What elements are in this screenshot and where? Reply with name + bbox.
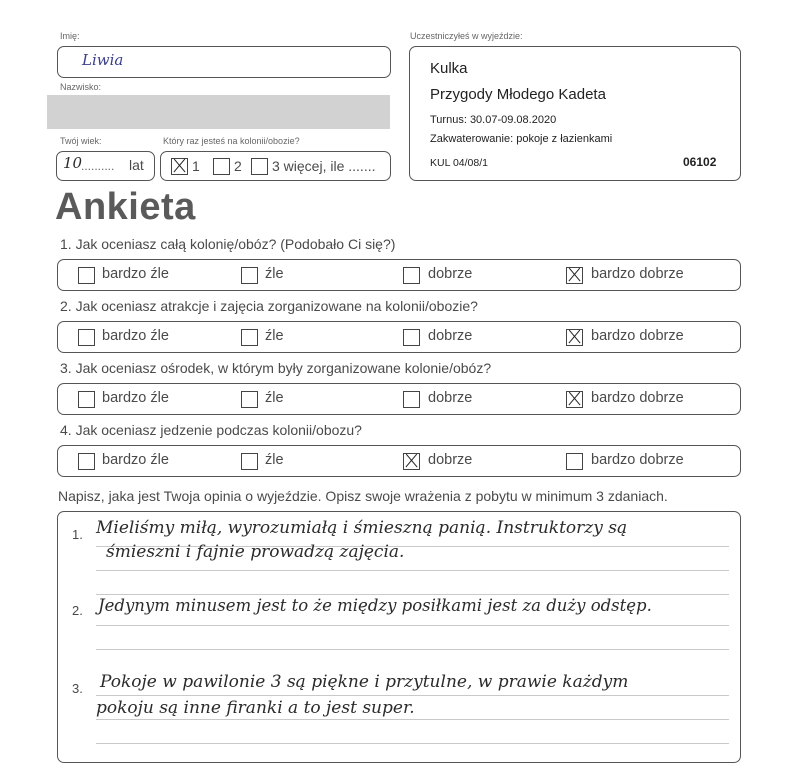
q1-option-zle-label: źle (265, 266, 284, 282)
page-title: Ankieta (55, 186, 196, 228)
ruled-line (96, 695, 729, 696)
answer-3-line-2: pokoju są inne firanki a to jest super. (96, 698, 415, 718)
q3-option-zle-checkbox[interactable] (241, 391, 258, 408)
answer-number-1: 1. (72, 527, 83, 542)
q4-option-zle-label: źle (265, 452, 284, 468)
q4-option-zle-checkbox[interactable] (241, 453, 258, 470)
ruled-line (96, 649, 729, 650)
answer-number-3: 3. (72, 681, 83, 696)
q1-option-dobrze-checkbox[interactable] (403, 267, 420, 284)
times-checkbox-2[interactable] (213, 158, 230, 175)
q2-option-zle-checkbox[interactable] (241, 329, 258, 346)
question-3-options (57, 383, 741, 415)
q3-option-bardzo-zle-checkbox[interactable] (78, 391, 95, 408)
camp-label: Uczestniczyłeś w wyjeździe: (410, 31, 523, 41)
age-dots: .......... (81, 159, 115, 173)
q4-option-dobrze-checkbox[interactable] (403, 453, 420, 470)
q2-option-dobrze-label: dobrze (428, 328, 473, 344)
times-option-2: 2 (234, 158, 242, 174)
q4-option-dobrze-label: dobrze (428, 452, 473, 468)
ruled-line (96, 594, 729, 595)
q3-option-dobrze-label: dobrze (428, 390, 473, 406)
answer-1-line-1: Mieliśmy miłą, wyrozumiałą i śmieszną panią. Instruktorzy są (96, 518, 628, 538)
q1-option-bardzo-zle-label: bardzo źle (102, 266, 169, 282)
name-field[interactable] (57, 46, 391, 78)
q2-option-bardzo-zle-checkbox[interactable] (78, 329, 95, 346)
answer-2-line-1: Jedynym minusem jest to że między posiłkami jest za duży odstęp. (98, 596, 652, 615)
ruled-line (96, 743, 729, 744)
age-unit: lat (129, 157, 144, 173)
camp-accommodation: Zakwaterowanie: pokoje z łazienkami (430, 133, 613, 145)
surname-redacted (47, 95, 390, 129)
camp-code: KUL 04/08/1 (430, 157, 488, 169)
camp-program: Przygody Młodego Kadeta (430, 86, 606, 103)
q2-option-dobrze-checkbox[interactable] (403, 329, 420, 346)
question-2: 2. Jak oceniasz atrakcje i zajęcia zorganizowane na kolonii/obozie? (60, 298, 478, 314)
q1-option-bardzo-dobrze-label: bardzo dobrze (591, 266, 684, 282)
answer-number-2: 2. (72, 603, 83, 618)
ruled-line (96, 570, 729, 571)
q4-option-bardzo-zle-label: bardzo źle (102, 452, 169, 468)
question-4: 4. Jak oceniasz jedzenie podczas kolonii/obozu? (60, 422, 362, 438)
q3-option-dobrze-checkbox[interactable] (403, 391, 420, 408)
q4-option-bardzo-dobrze-checkbox[interactable] (566, 453, 583, 470)
name-label: Imię: (60, 31, 80, 41)
q1-option-bardzo-dobrze-checkbox[interactable] (566, 267, 583, 284)
q3-option-zle-label: źle (265, 390, 284, 406)
q2-option-bardzo-dobrze-label: bardzo dobrze (591, 328, 684, 344)
q1-option-dobrze-label: dobrze (428, 266, 473, 282)
age-label: Twój wiek: (60, 136, 102, 146)
camp-number: 06102 (683, 155, 717, 169)
age-value: 10 (63, 154, 83, 172)
q2-option-zle-label: źle (265, 328, 284, 344)
question-4-options (57, 445, 741, 477)
opinion-prompt: Napisz, jaka jest Twoja opinia o wyjeździe. Opisz swoje wrażenia z pobytu w minimum 3 zdaniach. (58, 488, 668, 504)
q4-option-bardzo-dobrze-label: bardzo dobrze (591, 452, 684, 468)
question-2-options (57, 321, 741, 353)
times-label: Który raz jesteś na kolonii/obozie? (163, 136, 300, 146)
q1-option-zle-checkbox[interactable] (241, 267, 258, 284)
q3-option-bardzo-zle-label: bardzo źle (102, 390, 169, 406)
camp-name: Kulka (430, 60, 468, 77)
q2-option-bardzo-zle-label: bardzo źle (102, 328, 169, 344)
q2-option-bardzo-dobrze-checkbox[interactable] (566, 329, 583, 346)
q3-option-bardzo-dobrze-label: bardzo dobrze (591, 390, 684, 406)
question-1-options (57, 259, 741, 291)
ruled-line (96, 625, 729, 626)
q3-option-bardzo-dobrze-checkbox[interactable] (566, 391, 583, 408)
q4-option-bardzo-zle-checkbox[interactable] (78, 453, 95, 470)
times-option-1: 1 (192, 158, 200, 174)
surname-label: Nazwisko: (60, 82, 102, 92)
age-field[interactable] (56, 151, 155, 181)
times-field (160, 151, 391, 181)
answer-3-line-1: Pokoje w pawilonie 3 są piękne i przytulne, w prawie każdym (100, 672, 629, 692)
name-value: Liwia (82, 51, 124, 69)
answer-1-line-2: śmieszni i fajnie prowadzą zajęcia. (106, 542, 405, 562)
camp-turnus: Turnus: 30.07-09.08.2020 (430, 114, 557, 126)
question-1: 1. Jak oceniasz całą kolonię/obóz? (Podobało Ci się?) (60, 236, 396, 252)
question-3: 3. Jak oceniasz ośrodek, w którym były zorganizowane kolonie/obóz? (60, 360, 492, 376)
times-option-3: 3 więcej, ile ....... (272, 158, 376, 174)
times-checkbox-3[interactable] (251, 158, 268, 175)
times-checkbox-1[interactable] (171, 158, 188, 175)
ruled-line (96, 719, 729, 720)
q1-option-bardzo-zle-checkbox[interactable] (78, 267, 95, 284)
